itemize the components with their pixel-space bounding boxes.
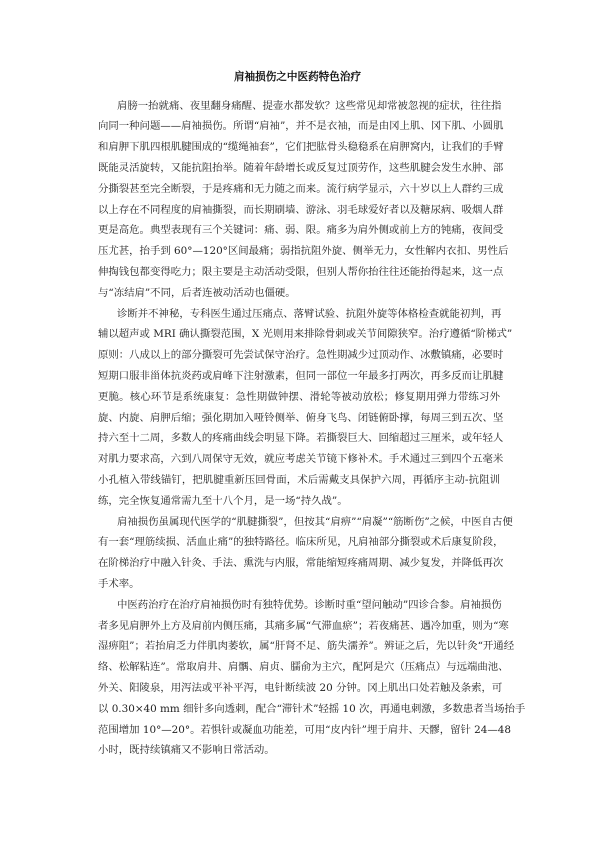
paragraph-line: 中医药治疗在治疗肩袖损伤时有独特优势。诊断时重“望问触动”四诊合参。肩袖损伤 xyxy=(117,598,502,611)
paragraph-line: 小时，既持续镇痛又不影响日常活动。 xyxy=(98,744,275,757)
paragraph-line: 络、松解粘连”。常取肩井、肩髃、肩贞、臑俞为主穴，配阿是穴（压痛点）与远端曲池、 xyxy=(98,661,509,674)
paragraph-tcm-overview xyxy=(98,512,513,595)
paragraph-line: 对肌力要求高，六到八周保守无效，就应考虑关节镜下修补术。手术通过三到四个五毫米 xyxy=(98,453,504,466)
document-body xyxy=(98,96,526,762)
paragraph-line: 以 0.30×40 mm 细针多向透刺，配合“滞针术”轻摇 10 次，再通电刺激，多数患者当场抬手 xyxy=(98,702,526,715)
paragraph-line: 诊断并不神秘，专科医生通过压痛点、落臂试验、抗阻外旋等体格检查就能初判，再 xyxy=(117,307,502,320)
paragraph-line: 肩膀一抬就痛、夜里翻身痛醒、提壶水都发软？这些常见却常被忽视的症状，往往指 xyxy=(117,99,502,112)
paragraph-line: 练，完全恢复通常需九至十八个月，是一场“持久战”。 xyxy=(98,494,348,507)
paragraph-line: 者多见肩胛外上方及肩前内侧压痛，其痛多属“气滞血瘀”；若夜痛甚、遇冷加重，则为“寒 xyxy=(98,619,509,632)
paragraph-line: 向同一种问题——肩袖损伤。所谓“肩袖”，并不是衣袖，而是由冈上肌、冈下肌、小圆肌 xyxy=(98,120,504,133)
paragraph-line: 更脆。核心环节是系统康复：急性期做钟摆、滑轮等被动放松；修复期用弹力带练习外 xyxy=(98,390,500,403)
paragraph-line: 持六至十二周，多数人的疼痛曲线会明显下降。若撕裂巨大、回缩超过三厘米，或年轻人 xyxy=(98,432,504,445)
paragraph-diagnosis-treatment xyxy=(98,304,513,512)
paragraph-line: 伸掏钱包都变得吃力；限主要是主动活动受限，但别人帮你抬往往还能抬得起来，这一点 xyxy=(98,265,504,278)
paragraph-line: 手术率。 xyxy=(98,577,140,590)
paragraph-line: 以上存在不同程度的肩袖撕裂，而长期刷墙、游泳、羽毛球爱好者以及糖尿病、吸烟人群 xyxy=(98,203,504,216)
paragraph-line: 原则：八成以上的部分撕裂可先尝试保守治疗。急性期减少过顶动作、冰敷镇痛，必要时 xyxy=(98,349,504,362)
paragraph-line: 范围增加 10°—20°。若惧针或凝血功能差，可用“皮内针”埋于肩井、天髎，留针 24—48 xyxy=(98,723,512,736)
paragraph-line: 肩袖损伤虽属现代医学的“肌腱撕裂”，但按其“肩痹”“肩凝”“筋断伤”之候，中医自古便 xyxy=(117,515,513,528)
paragraph-line: 旋、内旋、肩胛后缩；强化期加入哑铃侧举、俯身飞鸟、闭链俯卧撑，每周三到五次、坚 xyxy=(98,411,504,424)
paragraph-line: 外关、阳陵泉，用泻法或平补平泻，电针断续波 20 分钟。冈上肌出口处若触及条索，可 xyxy=(98,681,503,694)
paragraph-symptoms xyxy=(98,96,509,304)
paragraph-line: 既能灵活旋转，又能抗阻抬举。随着年龄增长或反复过顶劳作，这些肌腱会发生水肿、部 xyxy=(98,161,504,174)
paragraph-line: 辅以超声或 MRI 确认撕裂范围，X 光则用来排除骨刺或关节间隙狭窄。治疗遵循“阶梯式” xyxy=(98,328,513,341)
paragraph-line: 与“冻结肩”不同，后者连被动活动也僵硬。 xyxy=(98,286,296,299)
paragraph-tcm-acupuncture xyxy=(98,595,526,761)
paragraph-line: 在阶梯治疗中融入针灸、手法、熏洗与内服，常能缩短疼痛周期、减少复发，并降低再次 xyxy=(98,557,504,570)
paragraph-line: 短期口服非甾体抗炎药或肩峰下注射激素，但同一部位一年最多打两次，再多反而让肌腱 xyxy=(98,369,504,382)
paragraph-line: 有一套“理筋续损、活血止痛”的独特路径。临床所见，凡肩袖部分撕裂或术后康复阶段， xyxy=(98,536,504,549)
paragraph-line: 压尤甚，抬手到 60°—120°区间最痛；弱指抗阻外旋、侧举无力，女性解内衣扣、男性后 xyxy=(98,245,509,258)
paragraph-line: 更是高危。典型表现有三个关键词：痛、弱、限。痛多为肩外侧或前上方的钝痛，夜间受 xyxy=(98,224,504,237)
paragraph-line: 分撕裂甚至完全断裂，于是疼痛和无力随之而来。流行病学显示，六十岁以上人群约三成 xyxy=(98,182,504,195)
paragraph-line: 湿痹阻”；若抬肩乏力伴肌肉萎软，属“肝肾不足、筋失濡养”。辨证之后，先以针灸“开通经 xyxy=(98,640,515,653)
paragraph-line: 小孔植入带线锚钉，把肌腱重新压回骨面，术后需戴支具保护六周，再循序主动-抗阻训 xyxy=(98,473,500,486)
paragraph-line: 和肩胛下肌四根肌腱围成的“缆绳袖套”，它们把肱骨头稳稳系在肩胛窝内，让我们的手臂 xyxy=(98,141,504,154)
document-title: 肩袖损伤之中医药特色治疗 xyxy=(233,71,362,83)
